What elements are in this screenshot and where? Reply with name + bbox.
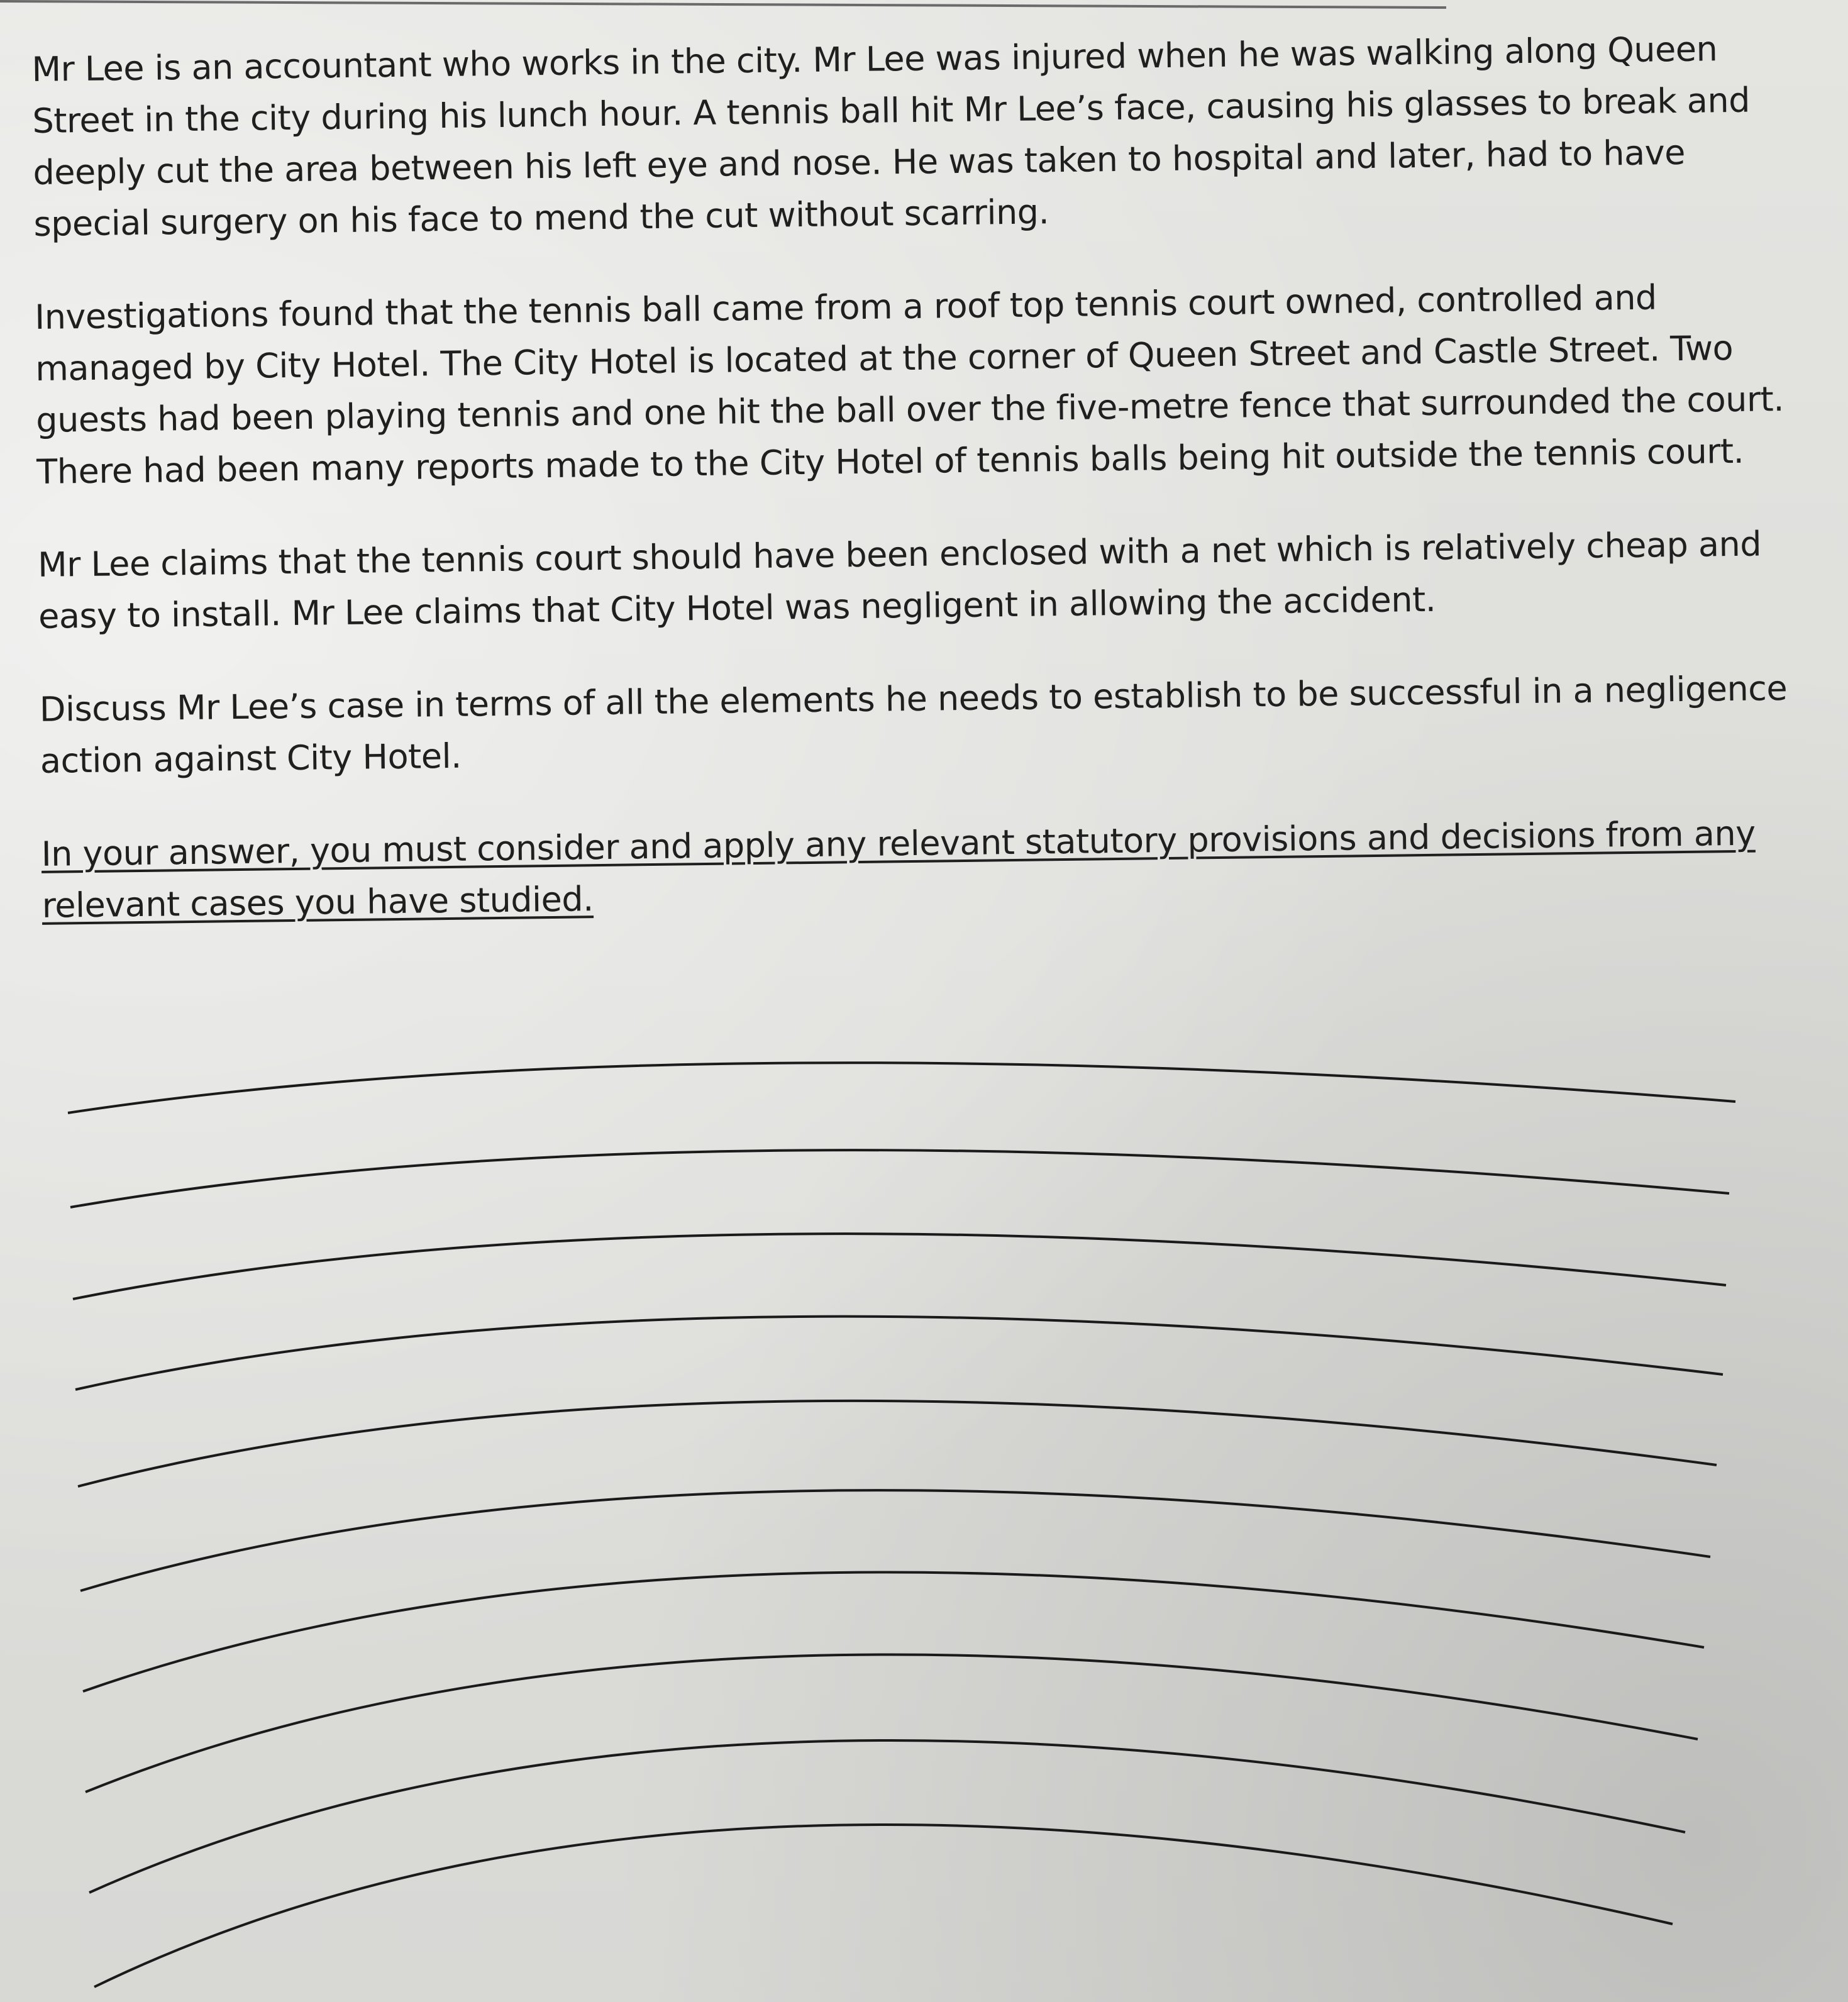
answer-line[interactable] [70,1150,1729,1207]
answer-line[interactable] [80,1490,1710,1591]
answer-instruction: In your answer, you must consider and apply any relevant statutory provisions and decisions from any relevant cases you have studied. [41,813,1756,926]
scenario-paragraph-2: Investigations found that the tennis ball came from a roof top tennis court owned, controlled and managed by City Hotel. The City Hotel is located at the corner of Queen Street and Castle Street. Two guests had been playing tennis and one hit the ball over the five-metre fence that surrounded the court. There had been many reports made to the City Hotel of tennis balls being hit outside the tennis court. [34,277,1784,492]
scenario-paragraph-3: Mr Lee claims that the tennis court should have been enclosed with a net which is relatively cheap and easy to install. Mr Lee claims that City Hotel was negligent in allowing the accident. [37,524,1762,636]
answer-line[interactable] [78,1401,1717,1486]
answer-line[interactable] [68,1063,1735,1113]
answer-line[interactable] [94,1825,1673,1987]
answer-line[interactable] [73,1234,1726,1299]
answer-line[interactable] [89,1740,1685,1893]
discussion-prompt: Discuss Mr Lee’s case in terms of all the elements he needs to establish to be successful in a negligence action against City Hotel. [39,668,1788,781]
answer-line[interactable] [75,1317,1723,1390]
scenario-paragraph-1: Mr Lee is an accountant who works in the city. Mr Lee was injured when he was walking along Queen Street in the city during his lunch hour. A tennis ball hit Mr Lee’s face, causing his glasses to break and deeply cut the area between his left eye and nose. He was taken to hospital and later, had to have special surgery on his face to mend the cut without scarring. [31,29,1751,244]
answer-line[interactable] [83,1572,1704,1691]
answer-line[interactable] [86,1654,1698,1792]
